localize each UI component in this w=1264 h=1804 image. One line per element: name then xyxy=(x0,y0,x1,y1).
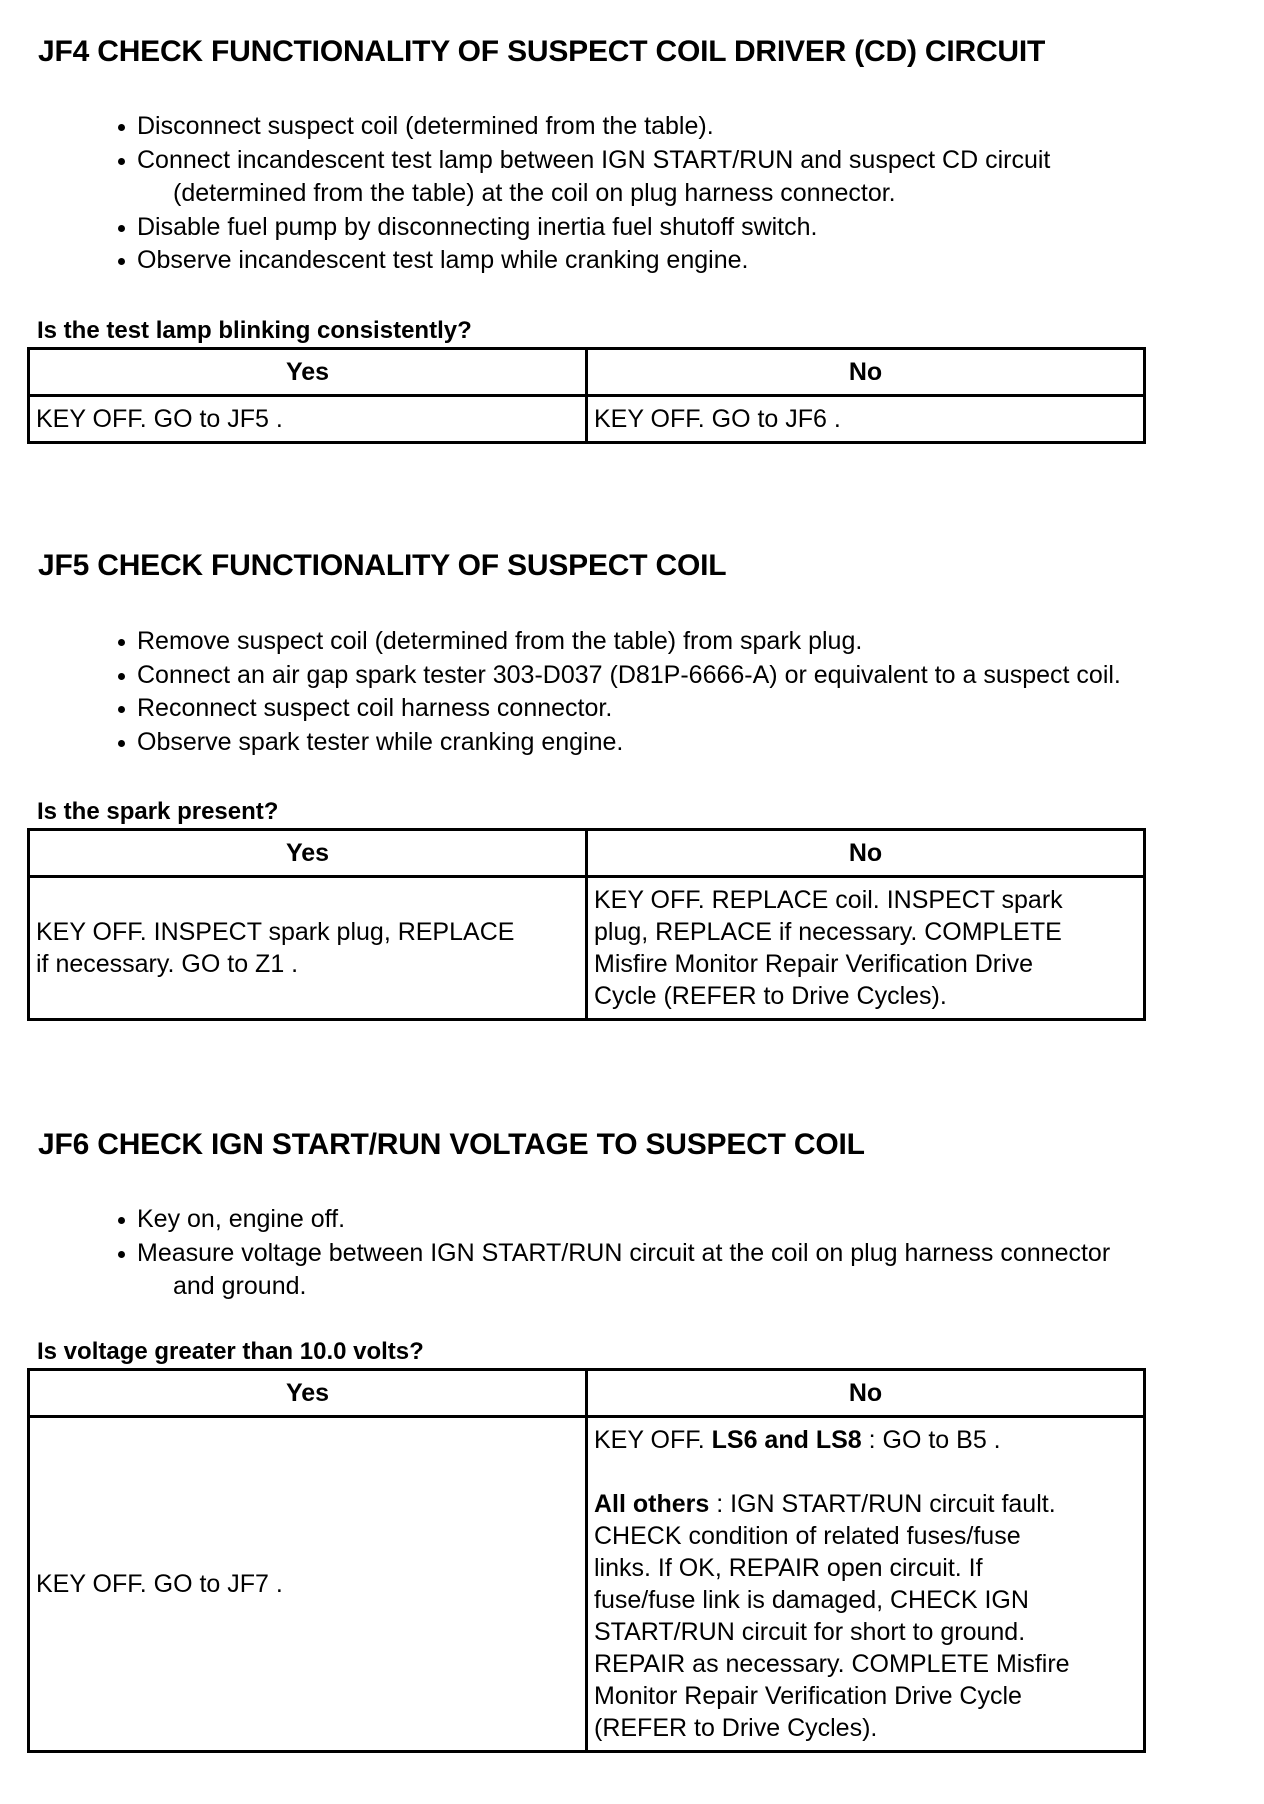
list-item: Observe spark tester while cranking engine. xyxy=(118,726,1121,760)
jf6-title: JF6 CHECK IGN START/RUN VOLTAGE TO SUSPECT COIL xyxy=(38,1128,865,1161)
table-row xyxy=(29,1417,1145,1752)
bullet-icon xyxy=(118,673,125,680)
yes-header: Yes xyxy=(29,830,587,877)
bullet-icon xyxy=(118,639,125,646)
jf5-question: Is the spark present? xyxy=(37,798,279,825)
jf5-bullet-list xyxy=(118,625,1121,759)
list-item: Measure voltage between IGN START/RUN circuit at the coil on plug harness connector and ground. xyxy=(118,1237,1110,1304)
no-cell: KEY OFF. GO to JF6 . xyxy=(587,396,1145,443)
list-item: Connect incandescent test lamp between IGN START/RUN and suspect CD circuit (determined from the table) at the coil on plug harness connector. xyxy=(118,144,1050,211)
list-item: Remove suspect coil (determined from the table) from spark plug. xyxy=(118,625,1121,659)
bullet-icon xyxy=(118,124,125,131)
no-cell: KEY OFF. REPLACE coil. INSPECT spark plug, REPLACE if necessary. COMPLETE Misfire Monitor Repair Verification Drive Cycle (REFER to Drive Cycles). xyxy=(587,877,1145,1020)
bullet-icon xyxy=(118,1217,125,1224)
bullet-icon xyxy=(118,706,125,713)
list-item: Key on, engine off. xyxy=(118,1203,1110,1237)
yes-header: Yes xyxy=(29,1370,587,1417)
bullet-icon xyxy=(118,258,125,265)
bullet-icon xyxy=(118,225,125,232)
no-header: No xyxy=(587,830,1145,877)
list-item: Reconnect suspect coil harness connector. xyxy=(118,692,1121,726)
bullet-icon xyxy=(118,158,125,165)
jf4-question: Is the test lamp blinking consistently? xyxy=(37,317,472,344)
yes-header: Yes xyxy=(29,349,587,396)
yes-cell: KEY OFF. GO to JF5 . xyxy=(29,396,587,443)
jf4-answer-table xyxy=(27,347,1146,444)
no-cell: KEY OFF. LS6 and LS8 : GO to B5 . All others : IGN START/RUN circuit fault. CHECK condition of related fuses/fuse links. If OK, REPAIR open circuit. If fuse/fuse link is damaged, CHECK IGN START/RUN circuit for short to ground. REPAIR as necessary. COMPLETE Misfire Monitor Repair Verification Drive Cycle (REFER to Drive Cycles). xyxy=(587,1417,1145,1752)
list-item: Disconnect suspect coil (determined from the table). xyxy=(118,110,1050,144)
table-header-row xyxy=(29,830,1145,877)
jf5-title: JF5 CHECK FUNCTIONALITY OF SUSPECT COIL xyxy=(38,549,727,582)
yes-cell: KEY OFF. GO to JF7 . xyxy=(29,1417,587,1752)
no-header: No xyxy=(587,349,1145,396)
jf4-title: JF4 CHECK FUNCTIONALITY OF SUSPECT COIL DRIVER (CD) CIRCUIT xyxy=(38,35,1046,68)
jf6-answer-table xyxy=(27,1368,1146,1753)
jf6-question: Is voltage greater than 10.0 volts? xyxy=(37,1338,424,1365)
table-header-row xyxy=(29,349,1145,396)
yes-cell: KEY OFF. INSPECT spark plug, REPLACE if necessary. GO to Z1 . xyxy=(29,877,587,1020)
table-row xyxy=(29,877,1145,1020)
jf6-bullet-list xyxy=(118,1203,1110,1304)
list-item: Observe incandescent test lamp while cranking engine. xyxy=(118,244,1050,278)
list-item: Connect an air gap spark tester 303-D037 (D81P-6666-A) or equivalent to a suspect coil. xyxy=(118,659,1121,693)
bullet-icon xyxy=(118,740,125,747)
jf4-bullet-list xyxy=(118,110,1050,278)
bullet-icon xyxy=(118,1251,125,1258)
no-header: No xyxy=(587,1370,1145,1417)
jf5-answer-table xyxy=(27,828,1146,1021)
table-row xyxy=(29,396,1145,443)
table-header-row xyxy=(29,1370,1145,1417)
list-item: Disable fuel pump by disconnecting inertia fuel shutoff switch. xyxy=(118,211,1050,245)
